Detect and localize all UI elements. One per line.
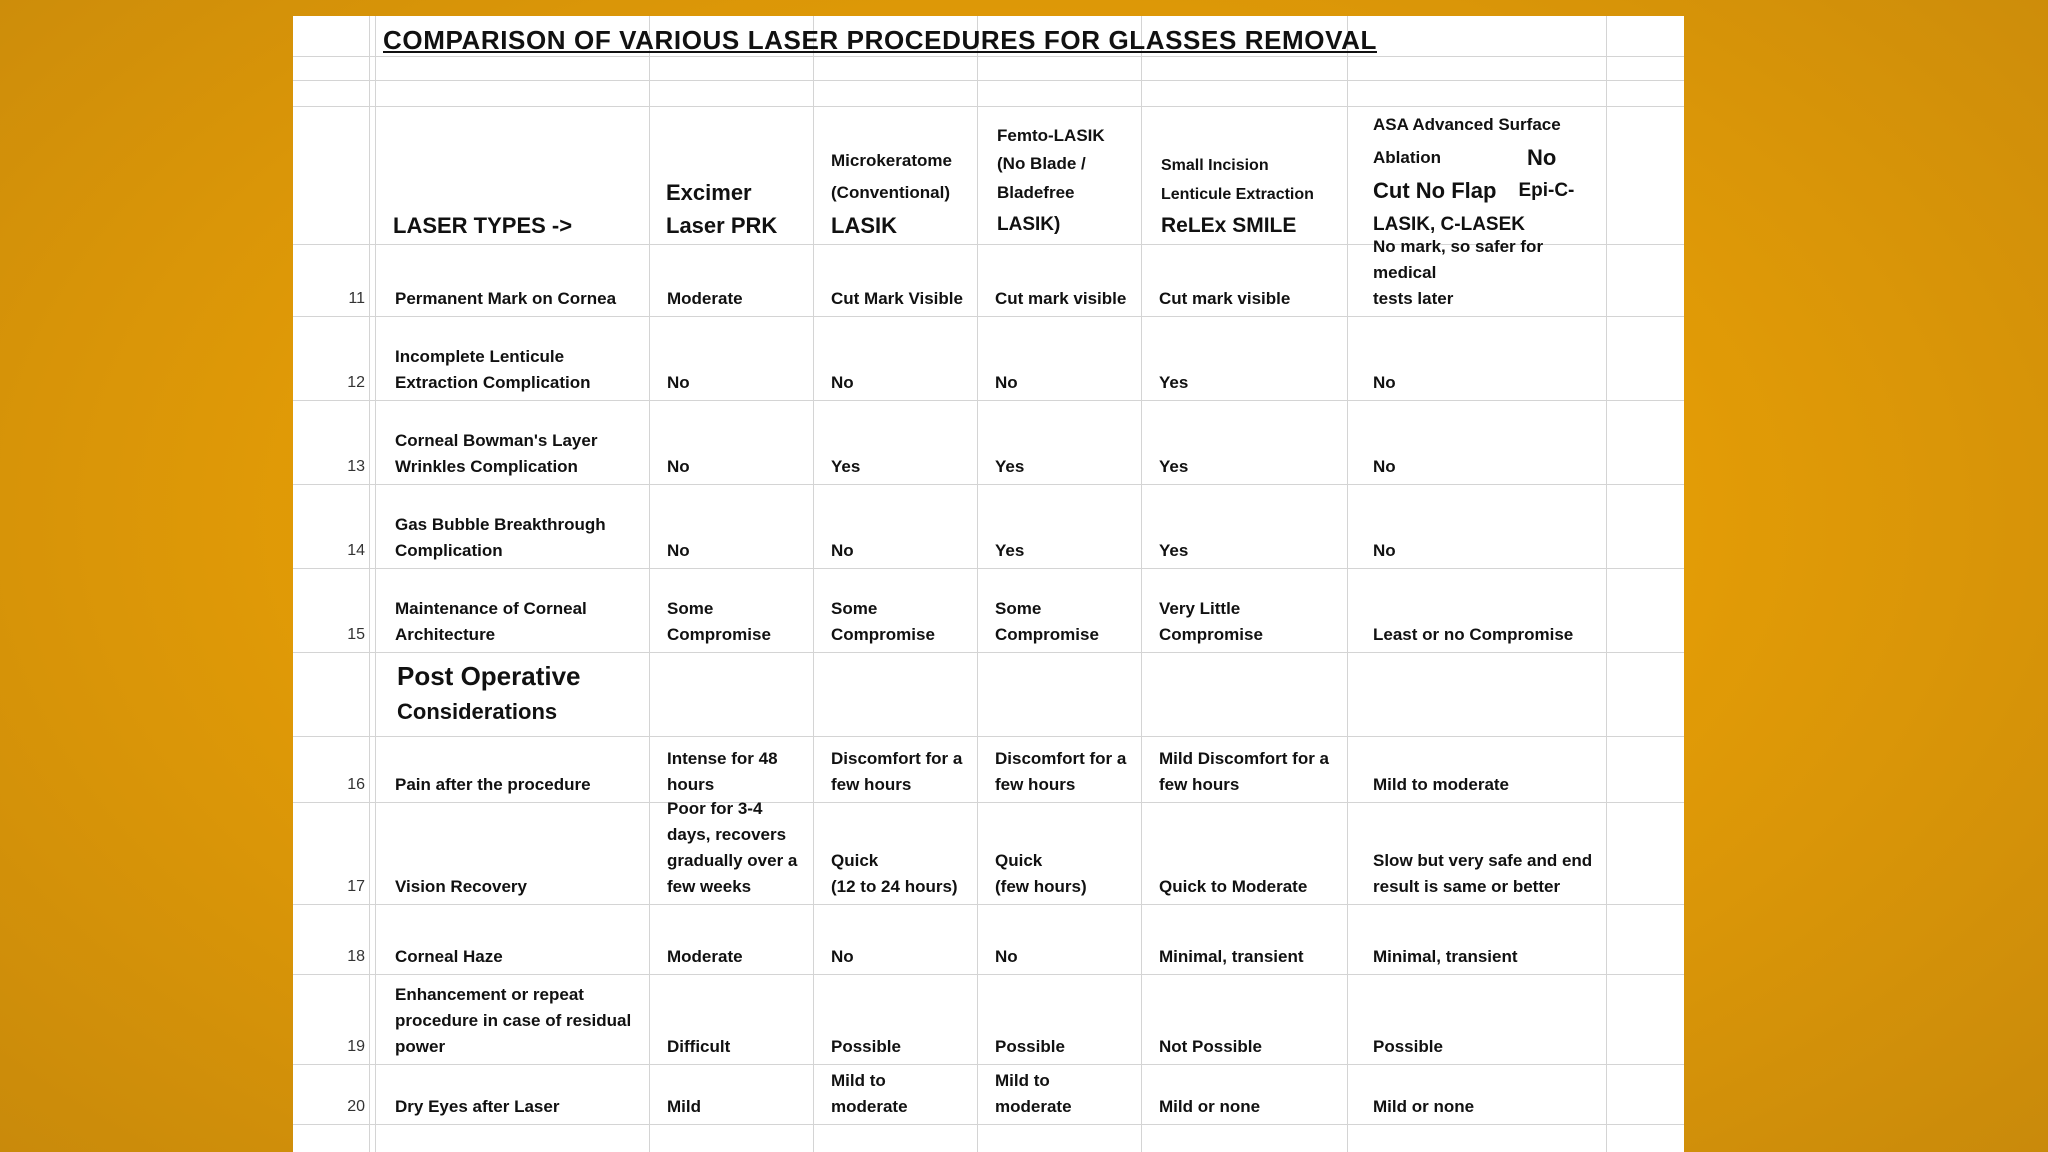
value-line: (few hours) (995, 877, 1087, 896)
value-cell (649, 1064, 813, 1120)
header-line: Lenticule Extraction (1161, 186, 1314, 203)
value-line: No (831, 541, 854, 560)
value-cell (1141, 974, 1347, 1060)
value-line: Some (667, 599, 714, 618)
value-cell (813, 568, 977, 648)
header-line: (No Blade / (997, 154, 1086, 173)
feature-label (375, 568, 649, 648)
feature-label (375, 802, 649, 900)
feature-line: Enhancement or repeat (395, 985, 584, 1004)
value-line: No (831, 947, 854, 966)
gridline (1606, 16, 1607, 1152)
value-line: No (1373, 541, 1396, 560)
feature-label (375, 1064, 649, 1120)
feature-line: procedure in case of residual (395, 1011, 632, 1030)
value-line: Discomfort for a (995, 749, 1127, 768)
value-cell (813, 904, 977, 970)
value-cell (813, 400, 977, 480)
value-line: Compromise (667, 625, 771, 644)
feature-label (375, 316, 649, 396)
value-cell (1347, 568, 1606, 648)
feature-label (375, 484, 649, 564)
header-line: LASIK) (997, 214, 1061, 235)
value-line: Yes (995, 541, 1025, 560)
value-cell (649, 799, 813, 900)
header-femto-lasik (977, 106, 1141, 242)
value-cell (977, 244, 1141, 312)
header-asa (1347, 106, 1606, 242)
value-cell (1347, 1064, 1606, 1120)
feature-label (375, 904, 649, 970)
value-line: moderate (831, 1097, 908, 1116)
row-number: 13 (347, 458, 365, 475)
value-line: Moderate (667, 947, 743, 966)
header-fragment: No (1527, 145, 1557, 170)
value-line: Not Possible (1159, 1037, 1262, 1056)
value-cell (649, 974, 813, 1060)
value-cell (813, 736, 977, 798)
value-cell (1347, 237, 1606, 312)
header-line: ReLEx SMILE (1161, 214, 1297, 237)
value-line: few hours (831, 775, 912, 794)
value-line: Minimal, transient (1373, 947, 1518, 966)
feature-line: Extraction Complication (395, 373, 591, 392)
header-prk (649, 106, 813, 242)
value-line: Quick (831, 851, 879, 870)
value-cell (649, 316, 813, 396)
header-laser-types (375, 106, 649, 242)
value-cell (977, 484, 1141, 564)
header-line: LASIK (831, 213, 897, 238)
value-line: No (995, 947, 1018, 966)
header-line: ASA Advanced Surface (1373, 115, 1561, 134)
value-line: Mild to (831, 1071, 886, 1090)
value-cell (1141, 484, 1347, 564)
value-line: Mild Discomfort for a (1159, 749, 1330, 768)
header-line: LASIK, C-LASEK (1373, 214, 1525, 235)
feature-line: Maintenance of Corneal (395, 599, 587, 618)
section-heading-line: Post Operative (397, 661, 581, 691)
value-line: Quick (995, 851, 1043, 870)
header-line: Small Incision (1161, 157, 1269, 174)
value-cell (977, 400, 1141, 480)
gridline (293, 1124, 1684, 1125)
row-number: 12 (347, 374, 365, 391)
header-line: Femto-LASIK (997, 126, 1105, 145)
value-line: Moderate (667, 289, 743, 308)
value-line: No (667, 373, 690, 392)
value-cell (649, 400, 813, 480)
value-cell (977, 802, 1141, 900)
header-smile (1141, 106, 1347, 242)
value-line: Yes (1159, 457, 1189, 476)
row-number: 18 (347, 948, 365, 965)
header-fragment: Epi-C- (1518, 180, 1575, 201)
value-cell (1347, 904, 1606, 970)
header-line: Laser PRK (666, 213, 778, 238)
feature-line: Corneal Bowman's Layer (395, 431, 598, 450)
value-line: Some (831, 599, 878, 618)
feature-line: Wrinkles Complication (395, 457, 578, 476)
value-cell (1347, 400, 1606, 480)
header-lasik (813, 106, 977, 242)
value-line: hours (667, 775, 715, 794)
value-line: Poor for 3-4 (667, 799, 763, 818)
value-cell (649, 736, 813, 798)
value-line: Mild (667, 1097, 701, 1116)
row-number: 16 (347, 776, 365, 793)
value-cell (977, 904, 1141, 970)
feature-line: Corneal Haze (395, 947, 503, 966)
row-number: 11 (348, 290, 365, 307)
feature-label (375, 736, 649, 798)
value-line: Mild to (995, 1071, 1050, 1090)
value-cell (1347, 974, 1606, 1060)
feature-line: Incomplete Lenticule (395, 347, 565, 366)
value-cell (813, 484, 977, 564)
row-number: 17 (347, 878, 365, 895)
value-cell (1141, 736, 1347, 798)
value-cell (1141, 568, 1347, 648)
section-heading (375, 652, 649, 736)
value-cell (1141, 1064, 1347, 1120)
value-line: few hours (1159, 775, 1240, 794)
row-number: 15 (347, 626, 365, 643)
section-heading-line: Considerations (397, 699, 558, 724)
feature-line: Complication (395, 541, 503, 560)
value-line: Mild or none (1159, 1097, 1261, 1116)
value-line: Intense for 48 (667, 749, 778, 768)
header-label: LASER TYPES -> (393, 213, 573, 238)
value-cell (977, 974, 1141, 1060)
value-line: Cut mark visible (1159, 289, 1291, 308)
value-line: No (1373, 373, 1396, 392)
feature-label (375, 244, 649, 312)
value-line: Compromise (995, 625, 1099, 644)
feature-line: power (395, 1037, 446, 1056)
value-cell (1347, 316, 1606, 396)
value-line: No (667, 457, 690, 476)
value-line: No (667, 541, 690, 560)
value-line: Cut Mark Visible (831, 289, 963, 308)
header-line (1373, 142, 1602, 174)
value-line: (12 to 24 hours) (831, 877, 958, 896)
value-line: Cut mark visible (995, 289, 1127, 308)
header-fragment: Ablation (1373, 148, 1441, 167)
value-line: Very Little (1159, 599, 1241, 618)
value-line: Mild to moderate (1373, 775, 1510, 794)
value-cell (649, 904, 813, 970)
value-cell (1347, 484, 1606, 564)
value-line: Compromise (831, 625, 935, 644)
feature-line: Vision Recovery (395, 877, 527, 896)
value-cell (813, 244, 977, 312)
value-line: few weeks (667, 877, 752, 896)
feature-label (375, 400, 649, 480)
value-cell (977, 736, 1141, 798)
value-cell (649, 568, 813, 648)
value-line: Least or no Compromise (1373, 625, 1574, 644)
spreadsheet (293, 16, 1684, 1152)
value-cell (1141, 244, 1347, 312)
value-cell (977, 1064, 1141, 1120)
value-cell (1347, 802, 1606, 900)
value-line: Possible (1373, 1037, 1443, 1056)
row-number: 19 (347, 1038, 365, 1055)
value-line: Yes (831, 457, 861, 476)
value-line: gradually over a (667, 851, 798, 870)
value-cell (1141, 316, 1347, 396)
value-cell (1347, 736, 1606, 798)
value-line: Yes (1159, 373, 1189, 392)
header-line: (Conventional) (831, 183, 950, 202)
header-line (1373, 174, 1602, 208)
value-line: moderate (995, 1097, 1072, 1116)
value-cell (977, 316, 1141, 396)
feature-label (375, 974, 649, 1060)
row-number: 20 (347, 1098, 365, 1115)
feature-line: Pain after the procedure (395, 775, 591, 794)
value-line: Quick to Moderate (1159, 877, 1308, 896)
value-line: Possible (831, 1037, 901, 1056)
feature-line: Permanent Mark on Cornea (395, 289, 617, 308)
value-line: days, recovers (667, 825, 787, 844)
value-line: Yes (1159, 541, 1189, 560)
value-cell (1141, 802, 1347, 900)
value-line: Some (995, 599, 1042, 618)
feature-line: Architecture (395, 625, 496, 644)
value-line: Yes (995, 457, 1025, 476)
row-number: 14 (347, 542, 365, 559)
value-line: No mark, so safer for medical (1373, 237, 1544, 282)
value-cell (813, 802, 977, 900)
value-line: result is same or better (1373, 877, 1561, 896)
value-cell (649, 484, 813, 564)
header-line: Excimer (666, 180, 752, 205)
value-line: No (995, 373, 1018, 392)
value-cell (813, 1064, 977, 1120)
value-cell (813, 316, 977, 396)
value-cell (1141, 904, 1347, 970)
page-title: COMPARISON OF VARIOUS LASER PROCEDURES FOR GLASSES REMOVAL (383, 25, 1377, 55)
value-line: Slow but very safe and end (1373, 851, 1593, 870)
value-line: Discomfort for a (831, 749, 963, 768)
feature-line: Dry Eyes after Laser (395, 1097, 560, 1116)
value-line: No (1373, 457, 1396, 476)
value-cell (649, 244, 813, 312)
value-line: Difficult (667, 1037, 731, 1056)
header-fragment: Cut No Flap (1373, 178, 1497, 203)
value-line: Mild or none (1373, 1097, 1475, 1116)
value-line: Possible (995, 1037, 1065, 1056)
value-line: Minimal, transient (1159, 947, 1304, 966)
value-cell (813, 974, 977, 1060)
value-line: few hours (995, 775, 1076, 794)
value-cell (1141, 400, 1347, 480)
value-cell (977, 568, 1141, 648)
header-line: Microkeratome (831, 151, 952, 170)
value-line: Compromise (1159, 625, 1263, 644)
value-line: tests later (1373, 289, 1454, 308)
gridline (293, 80, 1684, 81)
header-line: Bladefree (997, 183, 1075, 202)
value-line: No (831, 373, 854, 392)
gridline (369, 16, 370, 1152)
feature-line: Gas Bubble Breakthrough (395, 515, 606, 534)
